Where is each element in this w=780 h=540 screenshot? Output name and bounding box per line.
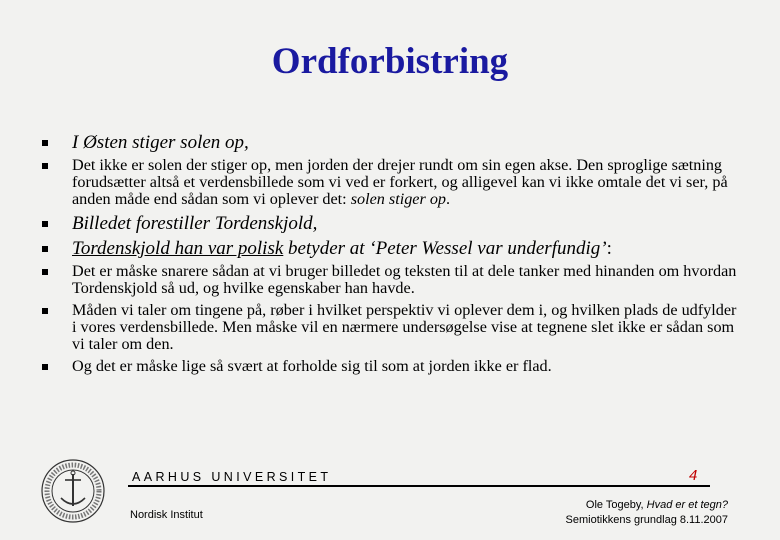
bullet-text: I Østen stiger solen op,	[72, 132, 249, 153]
course-info: Semiotikkens grundlag 8.11.2007	[565, 514, 728, 526]
bullet-item	[42, 132, 742, 153]
bullet-item	[42, 263, 742, 297]
university-name: AARHUS UNIVERSITET	[132, 470, 332, 484]
bullet-emphasis: solen stiger op	[350, 190, 447, 208]
bullet-item	[42, 358, 742, 375]
bullet-tail: :	[606, 238, 612, 259]
bullet-marker-icon	[42, 269, 48, 275]
bullet-text: Det ikke er solen der stiger op, men jorden der drejer rundt om sin egen akse. Den sproglige sætning forudsætter altså et verdensbillede som vi ved er forkert, og alligevel kan vi ikke omtale det vi ser, på anden måde end sådan som vi oplever det:	[72, 156, 728, 208]
bullet-marker-icon	[42, 246, 48, 252]
bullet-list	[42, 132, 742, 380]
bullet-underlined: Tordenskjold han var polisk	[72, 238, 284, 259]
bullet-text: Billedet forestiller Tordenskjold,	[72, 213, 318, 234]
bullet-marker-icon	[42, 140, 48, 146]
footer-divider	[128, 485, 710, 487]
bullet-text: Og det er måske lige så svært at forholde sig til som at jorden ikke er flad.	[72, 357, 552, 375]
bullet-text: Måden vi taler om tingene på, røber i hvilket perspektiv vi oplever dem i, og hvilken plads de udfylder i vores verdensbillede. Men måske vil en nærmere undersøgelse vise at tegnene slet ikke er sådan som vi taler om den.	[72, 301, 737, 353]
lecture-title: Hvad er et tegn?	[646, 499, 728, 511]
bullet-item	[42, 302, 742, 353]
author-name: Ole Togeby,	[585, 499, 647, 511]
bullet-text: Det er måske snarere sådan at vi bruger billedet og teksten til at dele tanker med hinanden om hvordan Tordenskjold så ud, og hvilke egenskaber han havde.	[72, 262, 737, 297]
bullet-marker-icon	[42, 364, 48, 370]
bullet-marker-icon	[42, 163, 48, 169]
slide-title: Ordforbistring	[271, 41, 509, 82]
page-number: 4	[689, 467, 698, 484]
footer-credits	[566, 498, 728, 528]
institute-name: Nordisk Institut	[130, 509, 203, 521]
bullet-item	[42, 213, 742, 234]
bullet-tail: .	[446, 190, 451, 208]
bullet-marker-icon	[42, 308, 48, 314]
bullet-marker-icon	[42, 221, 48, 227]
bullet-item	[42, 157, 742, 208]
university-seal-icon	[40, 458, 106, 524]
bullet-text: betyder at ‘Peter Wessel var underfundig’	[283, 238, 607, 259]
bullet-item	[42, 238, 742, 259]
